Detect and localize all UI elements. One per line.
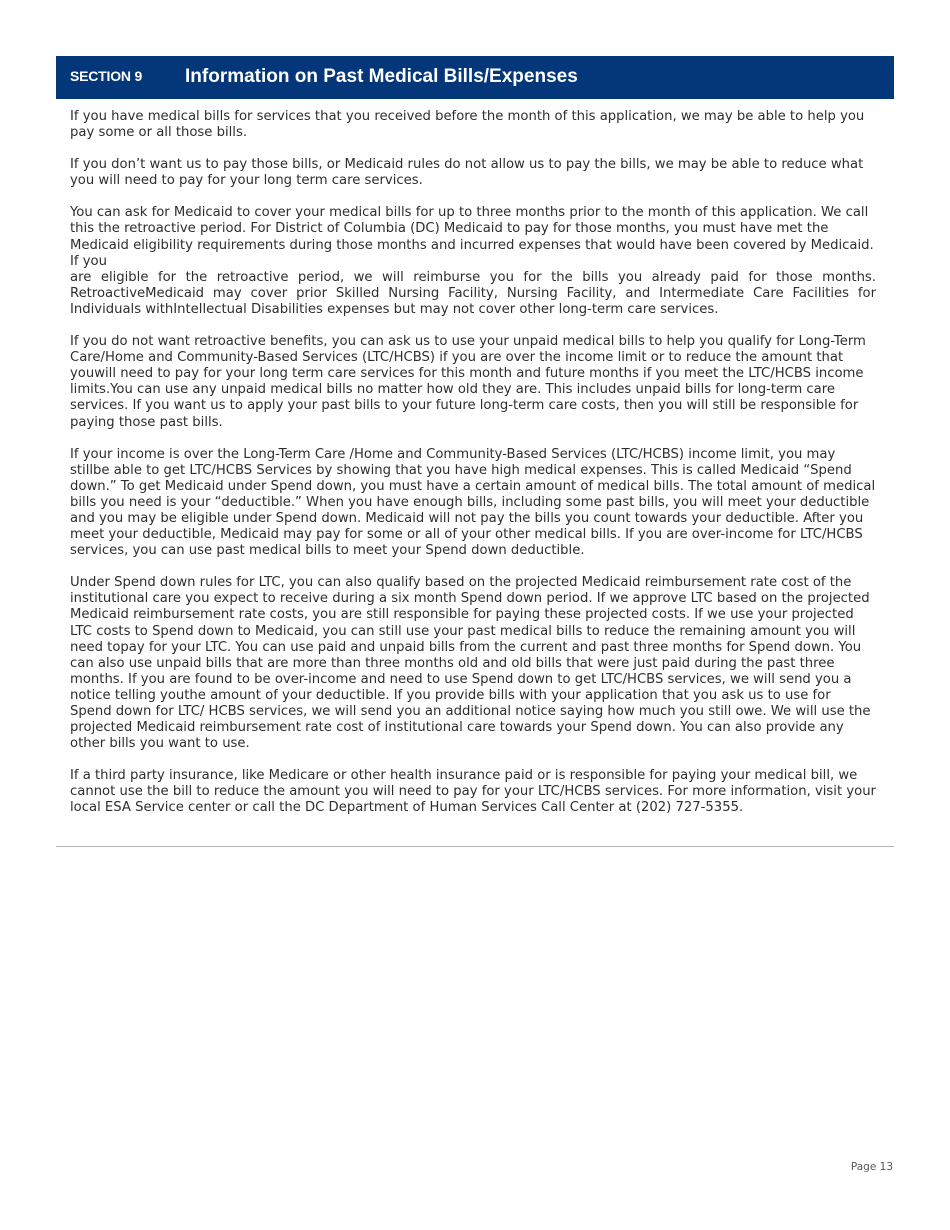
paragraph-past-bills-intro: If you have medical bills for services that you received before the month of this application, we may be able to help you pay some or all those bills.	[70, 109, 865, 141]
paragraph-third-party-insurance: If a third party insurance, like Medicare or other health insurance paid or is responsible for paying your medical bill, we cannot use the bill to reduce the amount you will need to pay for your LTC/HCBS services. For more information, visit your local ESA Service center or call the DC Department of Human Services Call Center at (202) 727-5355.	[70, 768, 876, 816]
section-number: SECTION 9	[70, 68, 143, 84]
section-header	[56, 56, 894, 99]
page-number: Page 13	[850, 1161, 893, 1173]
section-body	[70, 109, 876, 833]
paragraph-unpaid-bills: If you do not want retroactive benefits, you can ask us to use your unpaid medical bills to help you qualify for Long-Term Care/Home and Community-Based Services (LTC/HCBS) if you are over the income limit or to reduce the amount that youwill need to pay for your long term care services for this month and future months if you meet the LTC/HCBS income limits.You can use any unpaid medical bills no matter how old they are. This includes unpaid bills for long-term care services. If you want us to apply your past bills to your future long-term care costs, then you will still be responsible for paying those past bills.	[70, 334, 866, 430]
paragraph-spend-down: If your income is over the Long-Term Care /Home and Community-Based Services (LTC/HCBS) income limit, you may stillbe able to get LTC/HCBS Services by showing that you have high medical expenses. This is called Medicaid “Spend down.” To get Medicaid under Spend down, you must have a certain amount of medical bills. The total amount of medical bills you need is your “deductible.” When you have enough bills, including some past bills, you will meet your deductible and you may be eligible under Spend down. Medicaid will not pay the bills you count towards your deductible. After you meet your deductible, Medicaid may pay for some or all of your other medical bills. If you are over-income for LTC/HCBS services, you can use past medical bills to meet your Spend down deductible.	[70, 446, 876, 559]
section-title: Information on Past Medical Bills/Expenses	[185, 66, 578, 87]
paragraph-retroactive-period: You can ask for Medicaid to cover your medical bills for up to three months prior to the month of this application. We call this the retroactive period. For District of Columbia (DC) Medicaid to pay for those months, you must have met the Medicaid eligibility requirements during those months and incurred expenses that would have been covered by Medicaid. If you	[70, 205, 874, 269]
paragraph-reduce-costs: If you don’t want us to pay those bills, or Medicaid rules do not allow us to pay the bills, we may be able to reduce what you will need to pay for your long term care services.	[70, 157, 864, 189]
paragraph-retroactive-reimbursement: are eligible for the retroactive period, we will reimburse you for the bills you already paid for those months. RetroactiveMedicaid may cover prior Skilled Nursing Facility, Nursing Facility, and Intermediate Care Facilities for Individuals withIntellectual Disabilities expenses but may not cover other long-term care services.	[70, 269, 876, 317]
bottom-divider	[56, 846, 894, 847]
paragraph-projected-costs: Under Spend down rules for LTC, you can also qualify based on the projected Medicaid reimbursement rate cost of the institutional care you expect to receive during a six month Spend down period. If we approve LTC based on the projected Medicaid reimbursement rate costs, you are still responsible for paying these projected costs. If we use your projected LTC costs to Spend down to Medicaid, you can still use your past medical bills to reduce the remaining amount you will need topay for your LTC. You can use paid and unpaid bills from the current and past three months for Spend down. You can also use unpaid bills that are more than three months old and old bills that were just paid during the past three months. If you are found to be over-income and need to use Spend down to get LTC/HCBS services, we will send you a notice telling youthe amount of your deductible. If you provide bills with your application that you ask us to use for Spend down for LTC/ HCBS services, we will send you an additional notice saying how much you still owe. We will use the projected Medicaid reimbursement rate cost of institutional care towards your Spend down. You can also provide any other bills you want to use.	[70, 575, 871, 752]
